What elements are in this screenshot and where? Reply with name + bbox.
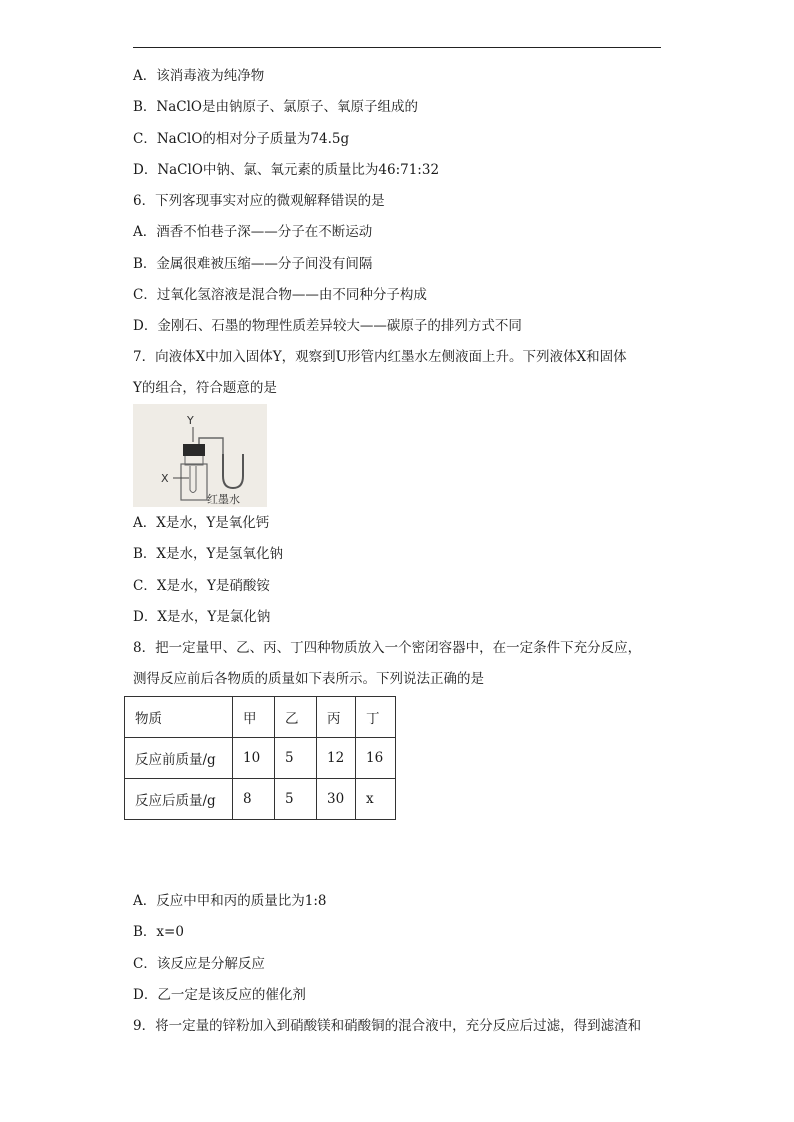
q5-option-b[interactable]: B．NaClO是由钠原子、氯原子、氧原子组成的 <box>133 99 418 115</box>
u-tube-apparatus-figure <box>133 404 267 507</box>
figure-label-red-ink: 红墨水 <box>207 493 240 506</box>
q8-stem-line1: 8．把一定量甲、乙、丙、丁四种物质放入一个密闭容器中，在一定条件下充分反应， <box>133 640 642 656</box>
q8-option-b[interactable]: B．x=0 <box>133 924 184 940</box>
table-header-cell: 丁 <box>356 697 396 738</box>
table-header-row <box>125 697 396 738</box>
q7-stem-line2: Y的组合，符合题意的是 <box>133 380 277 396</box>
table-cell: 30 <box>317 779 356 820</box>
table-header-cell: 丙 <box>317 697 356 738</box>
q7-option-b[interactable]: B．X是水，Y是氢氧化钠 <box>133 546 283 562</box>
q6-option-a[interactable]: A．酒香不怕巷子深——分子在不断运动 <box>133 224 373 240</box>
q5-option-c[interactable]: C．NaClO的相对分子质量为74.5g <box>133 131 350 147</box>
q6-option-b[interactable]: B．金属很难被压缩——分子间没有间隔 <box>133 256 373 272</box>
q8-option-c[interactable]: C．该反应是分解反应 <box>133 956 265 972</box>
table-cell: 12 <box>317 738 356 779</box>
q5-option-d[interactable]: D．NaClO中钠、氯、氧元素的质量比为46:71:32 <box>133 162 440 178</box>
table-cell: 5 <box>275 738 317 779</box>
q6-stem: 6．下列客现事实对应的微观解释错误的是 <box>133 193 385 209</box>
table-cell: 8 <box>233 779 275 820</box>
table-row <box>125 779 396 820</box>
q7-stem-line1: 7．向液体X中加入固体Y，观察到U形管内红墨水左侧液面上升。下列液体X和固体 <box>133 349 627 365</box>
q7-option-a[interactable]: A．X是水，Y是氧化钙 <box>133 515 270 531</box>
table-cell: 5 <box>275 779 317 820</box>
table-header-cell: 甲 <box>233 697 275 738</box>
table-cell: 反应前质量/g <box>125 738 233 779</box>
table-cell: 10 <box>233 738 275 779</box>
q9-stem-line1: 9．将一定量的锌粉加入到硝酸镁和硝酸铜的混合液中，充分反应后过滤，得到滤渣和 <box>133 1018 642 1034</box>
q8-stem-line2: 测得反应前后各物质的质量如下表所示。下列说法正确的是 <box>133 671 484 687</box>
q8-option-a[interactable]: A．反应中甲和丙的质量比为1:8 <box>133 893 327 909</box>
figure-label-y: Y <box>187 414 194 427</box>
q6-option-c[interactable]: C．过氧化氢溶液是混合物——由不同种分子构成 <box>133 287 427 303</box>
q5-option-a[interactable]: A．该消毒液为纯净物 <box>133 68 265 84</box>
q7-option-c[interactable]: C．X是水，Y是硝酸铵 <box>133 578 270 594</box>
figure-label-x: X <box>161 472 169 485</box>
table-header-cell: 物质 <box>125 697 233 738</box>
table-row <box>125 738 396 779</box>
table-cell: 反应后质量/g <box>125 779 233 820</box>
table-cell: x <box>356 779 396 820</box>
table-cell: 16 <box>356 738 396 779</box>
q8-option-d[interactable]: D．乙一定是该反应的催化剂 <box>133 987 306 1003</box>
table-header-cell: 乙 <box>275 697 317 738</box>
mass-table <box>124 696 396 820</box>
header-rule <box>133 47 661 48</box>
q7-option-d[interactable]: D．X是水，Y是氯化钠 <box>133 609 271 625</box>
q6-option-d[interactable]: D．金刚石、石墨的物理性质差异较大——碳原子的排列方式不同 <box>133 318 522 334</box>
